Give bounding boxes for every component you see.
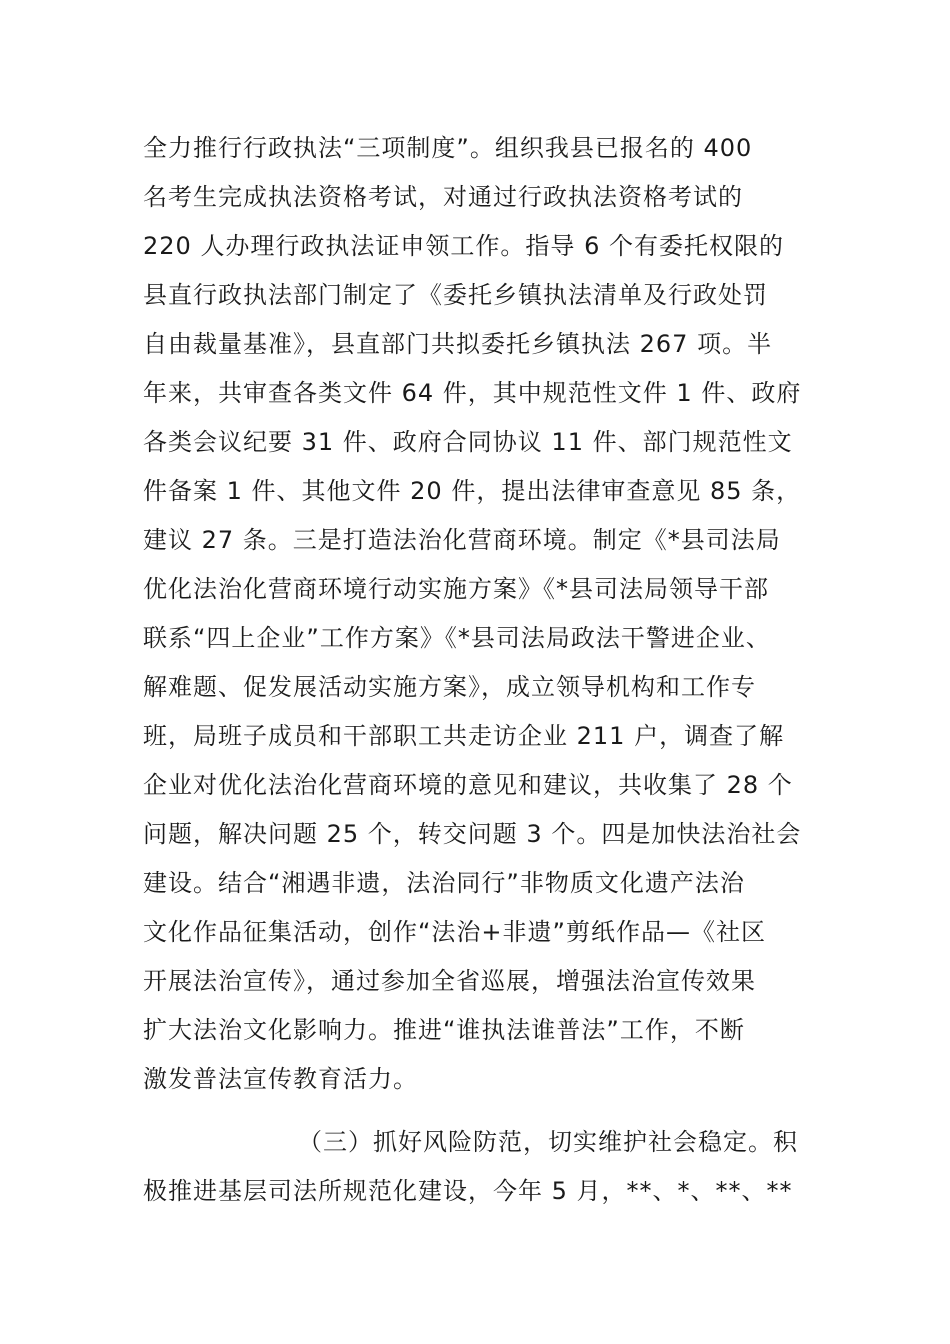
text-line: 联系“四上企业”工作方案》《*县司法局政法干警进企业、: [143, 624, 771, 652]
text-line: 开展法治宣传》，通过参加全省巡展，增强法治宣传效果: [143, 967, 756, 995]
text-line: 解难题、促发展活动实施方案》，成立领导机构和工作专: [143, 673, 756, 701]
text-line: 件备案 1 件、其他文件 20 件，提出法律审查意见 85 条，: [143, 477, 802, 505]
paragraph-2: [143, 1118, 823, 1216]
text-line: 自由裁量基准》，县直部门共拟委托乡镇执法 267 项。半: [143, 330, 773, 358]
section-heading-line: （三）抓好风险防范，切实维护社会稳定。积: [298, 1128, 798, 1156]
paragraph-spacing: [143, 1104, 823, 1118]
text-line: 全力推行行政执法“三项制度”。组织我县已报名的 400: [143, 134, 753, 162]
text-line: 文化作品征集活动，创作“法治+非遗”剪纸作品—《社区: [143, 918, 766, 946]
text-line: 县直行政执法部门制定了《委托乡镇执法清单及行政处罚: [143, 281, 768, 309]
text-line: 年来，共审查各类文件 64 件，其中规范性文件 1 件、政府: [143, 379, 802, 407]
text-line: 名考生完成执法资格考试，对通过行政执法资格考试的: [143, 183, 743, 211]
text-line: 班，局班子成员和干部职工共走访企业 211 户，调查了解: [143, 722, 785, 750]
text-line: 企业对优化法治化营商环境的意见和建议，共收集了 28 个: [143, 771, 793, 799]
text-line: 问题，解决问题 25 个，转交问题 3 个。四是加快法治社会: [143, 820, 802, 848]
text-line: 激发普法宣传教育活力。: [143, 1065, 418, 1093]
text-line: 建设。结合“湘遇非遗，法治同行”非物质文化遗产法治: [143, 869, 745, 897]
text-line: 各类会议纪要 31 件、政府合同协议 11 件、部门规范性文: [143, 428, 793, 456]
text-line: 极推进基层司法所规范化建设，今年 5 月，**、*、**、**: [143, 1177, 793, 1205]
text-line: 建议 27 条。三是打造法治化营商环境。制定《*县司法局: [143, 526, 781, 554]
text-line: 220 人办理行政执法证申领工作。指导 6 个有委托权限的: [143, 232, 784, 260]
text-line: 优化法治化营商环境行动实施方案》《*县司法局领导干部: [143, 575, 769, 603]
paragraph-1: [143, 124, 823, 1104]
document-body: [143, 124, 823, 1216]
text-line: 扩大法治文化影响力。推进“谁执法谁普法”工作，不断: [143, 1016, 745, 1044]
